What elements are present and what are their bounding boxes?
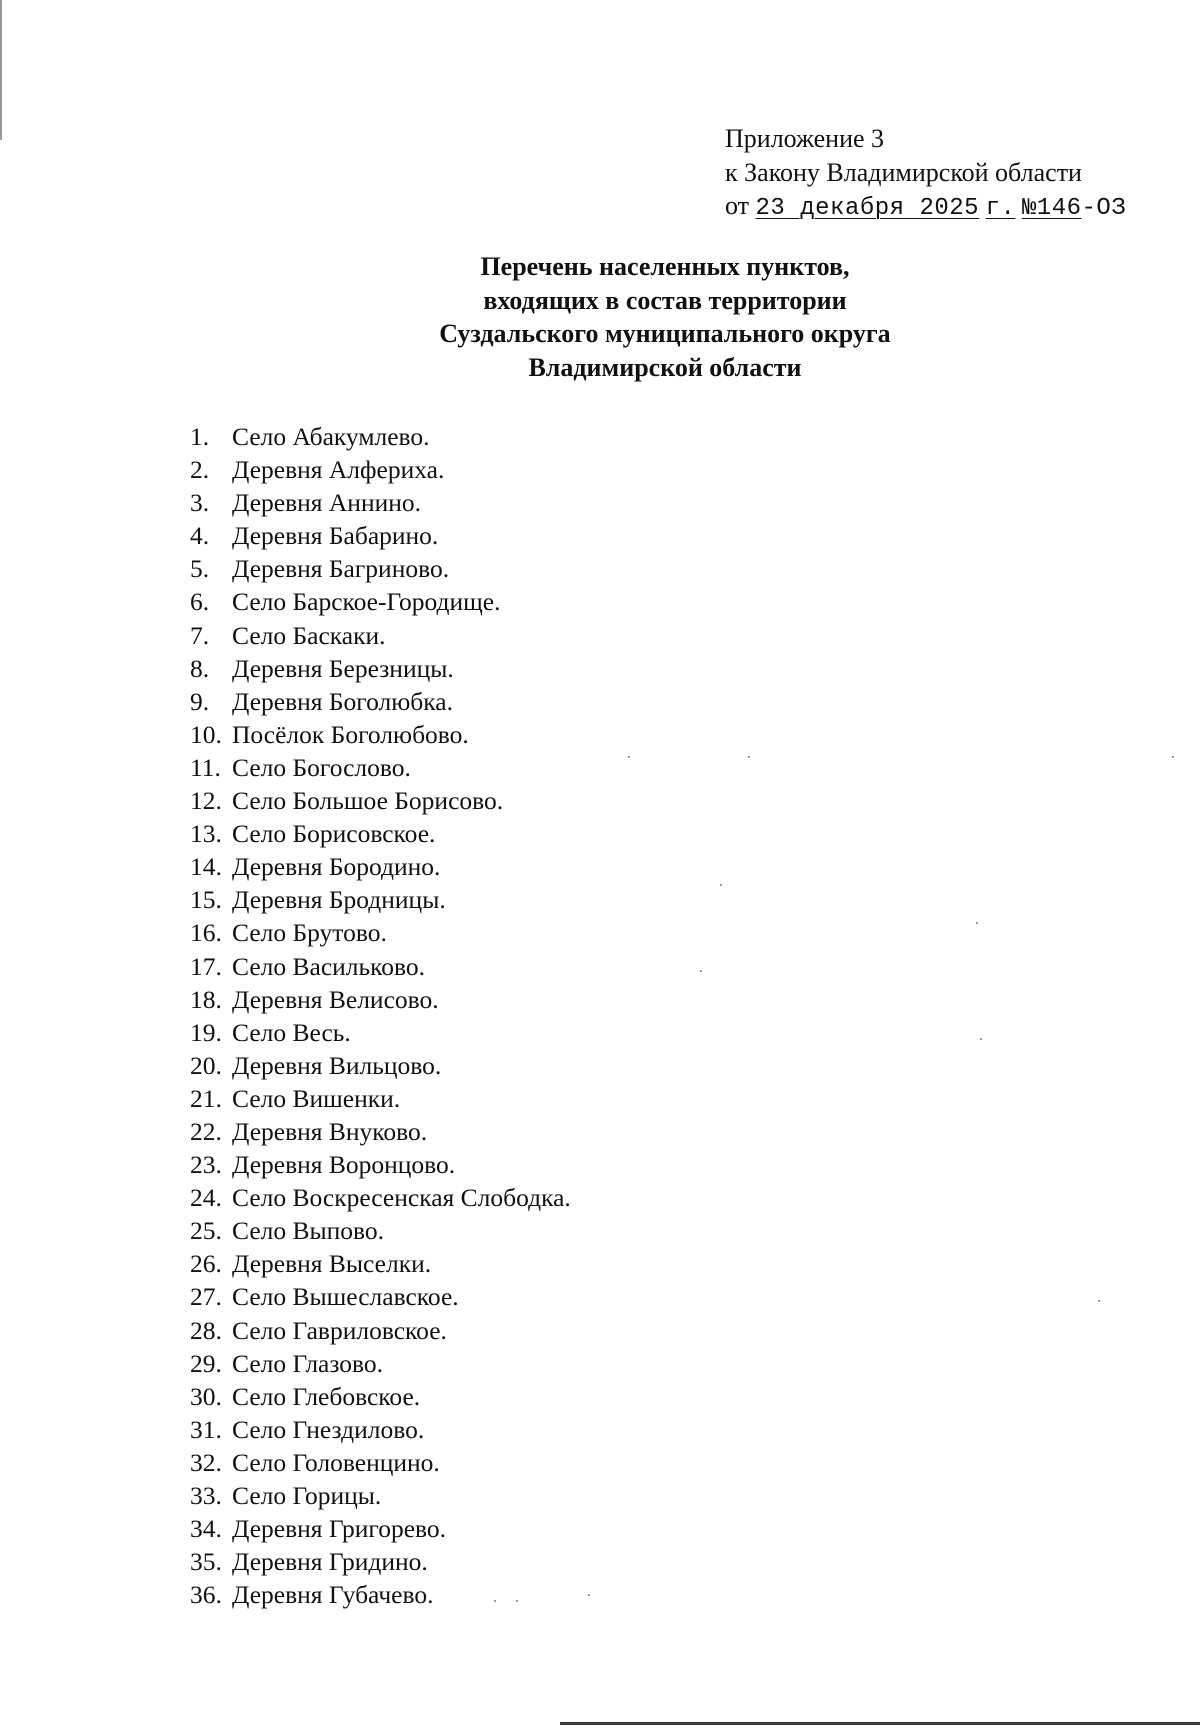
scan-speck <box>976 922 978 924</box>
settlement-number: 33. <box>190 1481 222 1510</box>
settlement-number: 27. <box>190 1282 222 1312</box>
settlement-name: Село Васильково. <box>232 951 425 981</box>
settlement-name: Село Богослово. <box>232 752 411 782</box>
settlement-name: Деревня Вильцово. <box>232 1050 442 1080</box>
scan-speck <box>700 970 702 972</box>
settlement-name: Деревня Велисово. <box>232 984 439 1014</box>
scan-edge-bottom <box>560 1722 1200 1725</box>
year-suffix: г. <box>985 195 1016 222</box>
law-date: 23 декабря 2025 <box>755 195 980 222</box>
settlement-item <box>190 784 571 817</box>
settlement-name: Село Выпово. <box>232 1216 385 1246</box>
settlement-number: 6. <box>190 587 210 617</box>
settlement-name: Деревня Алфериха. <box>232 455 445 485</box>
settlement-item <box>190 1214 571 1247</box>
scan-speck <box>628 756 630 758</box>
settlement-number: 19. <box>190 1017 222 1047</box>
settlement-item <box>190 652 571 685</box>
scan-edge-left <box>0 0 2 140</box>
settlement-name: Село Вишенки. <box>232 1083 401 1113</box>
settlement-number: 24. <box>190 1183 222 1213</box>
document-title <box>0 250 1200 384</box>
settlement-name: Деревня Бродницы. <box>232 885 446 915</box>
settlement-name: Село Большое Борисово. <box>232 786 504 816</box>
settlement-number: 34. <box>190 1514 222 1544</box>
settlement-item <box>190 453 571 486</box>
settlement-name: Деревня Аннино. <box>232 488 422 518</box>
settlement-number: 1. <box>190 422 210 451</box>
settlement-item <box>190 1578 571 1611</box>
settlement-name: Деревня Губачево. <box>232 1580 434 1610</box>
settlement-name: Деревня Гридино. <box>232 1547 428 1577</box>
settlement-name: Село Горицы. <box>232 1481 382 1510</box>
settlement-list <box>190 420 571 1611</box>
scan-speck <box>980 1038 982 1040</box>
title-line-3: Суздальского муниципального округа <box>439 319 891 348</box>
settlement-number: 21. <box>190 1083 222 1113</box>
settlement-name: Деревня Бородино. <box>232 852 441 882</box>
appendix-date-line <box>725 189 1126 226</box>
settlement-number: 13. <box>190 819 222 849</box>
date-prefix: от <box>725 191 750 220</box>
settlement-item <box>190 1280 571 1313</box>
settlement-name: Деревня Воронцово. <box>232 1150 456 1180</box>
settlement-name: Деревня Григорево. <box>232 1514 447 1544</box>
settlement-item <box>190 1380 571 1413</box>
settlement-name: Село Гавриловское. <box>232 1315 447 1345</box>
title-line-2: входящих в состав территории <box>483 285 847 315</box>
law-number-suffix: -ОЗ <box>1081 195 1127 222</box>
settlement-item <box>190 1115 571 1148</box>
settlement-number: 36. <box>190 1580 222 1610</box>
settlement-number: 28. <box>190 1315 222 1345</box>
settlement-number: 17. <box>190 951 222 981</box>
settlement-number: 23. <box>190 1150 222 1180</box>
appendix-law-reference: к Закону Владимирской области <box>725 157 1082 187</box>
title-line-1: Перечень населенных пунктов, <box>480 252 850 281</box>
settlement-name: Село Весь. <box>232 1017 351 1047</box>
settlement-name: Село Вышеславское. <box>232 1282 459 1312</box>
settlement-number: 20. <box>190 1050 222 1080</box>
settlement-name: Деревня Внуково. <box>232 1116 428 1146</box>
settlement-number: 14. <box>190 852 222 882</box>
settlement-number: 12. <box>190 786 222 816</box>
scan-speck <box>588 1594 590 1596</box>
settlement-item <box>190 817 571 850</box>
settlement-item <box>190 1512 571 1545</box>
settlement-number: 30. <box>190 1381 222 1411</box>
settlement-name: Деревня Бабарино. <box>232 521 439 551</box>
settlement-number: 35. <box>190 1547 222 1577</box>
settlement-item <box>190 1049 571 1082</box>
settlement-number: 10. <box>190 719 222 749</box>
settlement-name: Деревня Боголюбка. <box>232 686 453 716</box>
settlement-item <box>190 751 571 784</box>
settlement-item <box>190 983 571 1016</box>
appendix-number: Приложение 3 <box>725 124 885 153</box>
settlement-name: Посёлок Боголюбово. <box>232 719 469 749</box>
settlement-item <box>190 1314 571 1347</box>
settlement-number: 5. <box>190 554 210 584</box>
settlement-name: Деревня Выселки. <box>232 1249 432 1279</box>
settlement-number: 8. <box>190 653 210 683</box>
settlement-item <box>190 685 571 718</box>
settlement-item <box>190 519 571 552</box>
settlement-name: Деревня Березницы. <box>232 653 454 683</box>
settlement-item <box>190 1181 571 1214</box>
number-sign: № <box>1021 195 1037 222</box>
settlement-name: Село Головенцино. <box>232 1447 440 1477</box>
settlement-item <box>190 718 571 751</box>
settlement-item <box>190 1148 571 1181</box>
settlement-item <box>190 916 571 949</box>
settlement-number: 32. <box>190 1447 222 1477</box>
settlement-item <box>190 1082 571 1115</box>
settlement-number: 29. <box>190 1348 222 1378</box>
scan-speck <box>1098 1300 1100 1302</box>
settlement-item <box>190 883 571 916</box>
settlement-item <box>190 950 571 983</box>
settlement-item <box>190 619 571 652</box>
settlement-name: Деревня Багриново. <box>232 554 450 584</box>
settlement-item <box>190 486 571 519</box>
law-number: 146 <box>1036 195 1082 222</box>
settlement-name: Село Брутово. <box>232 918 387 948</box>
settlement-item <box>190 1479 571 1512</box>
settlement-number: 16. <box>190 918 222 948</box>
settlement-name: Село Барское-Городище. <box>232 587 501 617</box>
settlement-item <box>190 1347 571 1380</box>
settlement-number: 4. <box>190 521 210 551</box>
settlement-name: Село Глазово. <box>232 1348 384 1378</box>
settlement-item <box>190 1446 571 1479</box>
settlement-name: Село Гнездилово. <box>232 1414 425 1444</box>
scan-speck <box>748 756 750 758</box>
settlement-number: 18. <box>190 984 222 1014</box>
settlement-name: Село Борисовское. <box>232 819 436 849</box>
settlement-number: 9. <box>190 686 210 716</box>
scan-speck <box>494 1600 496 1602</box>
settlement-name: Село Баскаки. <box>232 620 386 650</box>
scan-speck <box>720 884 722 886</box>
settlement-item <box>190 585 571 618</box>
settlement-number: 22. <box>190 1116 222 1146</box>
settlement-item <box>190 1413 571 1446</box>
settlement-name: Село Глебовское. <box>232 1381 421 1411</box>
scan-speck <box>516 1600 518 1602</box>
appendix-header <box>725 122 1126 226</box>
settlement-number: 31. <box>190 1414 222 1444</box>
settlement-item <box>190 552 571 585</box>
settlement-number: 3. <box>190 488 210 518</box>
settlement-item <box>190 1016 571 1049</box>
settlement-item <box>190 1545 571 1578</box>
scan-speck <box>1172 756 1174 758</box>
settlement-number: 26. <box>190 1249 222 1279</box>
settlement-name: Село Абакумлево. <box>232 422 430 451</box>
settlement-item <box>190 1247 571 1280</box>
settlement-number: 15. <box>190 885 222 915</box>
settlement-item <box>190 420 571 453</box>
settlement-number: 2. <box>190 455 210 485</box>
settlement-number: 11. <box>190 752 221 782</box>
title-line-4: Владимирской области <box>528 352 802 382</box>
settlement-item <box>190 850 571 883</box>
settlement-number: 7. <box>190 620 210 650</box>
settlement-number: 25. <box>190 1216 222 1246</box>
settlement-name: Село Воскресенская Слободка. <box>232 1183 571 1213</box>
